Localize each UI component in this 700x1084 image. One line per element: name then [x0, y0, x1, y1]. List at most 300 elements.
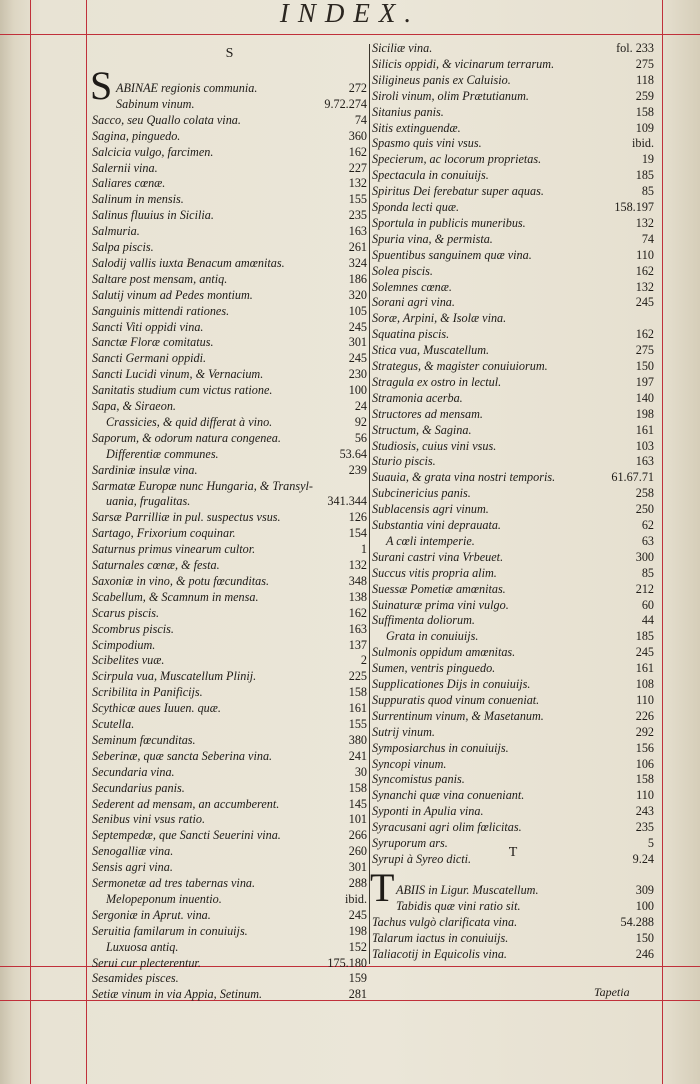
entry-page: 320 [348, 287, 367, 302]
entry-text: Sarsæ Parrilliæ in pul. suspectus vsus. [92, 510, 281, 525]
entry-page: 150 [635, 930, 654, 945]
entry-page [363, 478, 367, 495]
entry-page: 109 [635, 120, 654, 135]
index-entry [92, 923, 367, 940]
index-entry [92, 796, 367, 813]
entry-page: 92 [354, 414, 367, 429]
entry-text: Sacco, seu Quallo colata vina. [92, 112, 241, 127]
index-entry [372, 358, 654, 375]
index-entry [92, 96, 367, 113]
entry-text: Salernii vina. [92, 160, 158, 175]
index-entry [92, 637, 367, 654]
entry-page: 2 [360, 653, 367, 668]
entry-text: Sportula in publicis muneribus. [372, 215, 526, 230]
entry-page: 155 [348, 717, 367, 731]
entry-page: 246 [635, 946, 654, 961]
entry-page: 132 [635, 279, 654, 294]
entry-text: Silicis oppidi, & vicinarum terrarum. [372, 56, 555, 71]
index-entry [92, 191, 367, 208]
entry-page: 245 [635, 645, 654, 660]
entry-text: Seruitia familarum in conuiuijs. [92, 923, 248, 938]
entry-text: Sancti Viti oppidi vina. [92, 319, 204, 334]
entry-page: 163 [348, 224, 367, 239]
entry-text: Siligineus panis ex Caluisio. [372, 72, 511, 87]
index-entry [92, 414, 367, 431]
entry-text: Sartago, Frixorium coquinar. [92, 526, 236, 541]
index-entry [92, 780, 367, 797]
entry-page: 258 [635, 486, 654, 501]
index-entry [372, 151, 654, 168]
entry-text: Scirpula vua, Muscatellum Plinij. [92, 669, 257, 684]
index-entry [92, 287, 367, 304]
entry-page: 324 [348, 255, 367, 270]
index-entry [372, 644, 654, 661]
entry-page: 44 [641, 613, 654, 628]
entry-page: 259 [635, 88, 654, 103]
entry-text: Studiosis, cuius vini vsus. [372, 438, 497, 453]
entry-text: Saturnales cœnæ, & festa. [92, 558, 220, 572]
entry-page: 137 [348, 637, 367, 652]
entry-text: Saturnus primus vinearum cultor. [92, 542, 256, 557]
entry-text: Syponti in Apulia vina. [372, 804, 484, 819]
entry-page: 197 [635, 374, 654, 389]
entry-page: 105 [348, 303, 367, 318]
entry-text: Suessæ Pometiæ amœnitas. [372, 581, 506, 596]
index-entry [92, 303, 367, 320]
entry-text: uania, frugalitas. [106, 494, 191, 509]
entry-text: Strategus, & magister conuiuiorum. [372, 359, 548, 373]
index-entry [372, 724, 654, 741]
index-entry [372, 56, 654, 73]
index-entry [372, 104, 654, 121]
entry-text: Solemnes cœnæ. [372, 279, 452, 294]
entry-text: Siroli vinum, olim Prætutianum. [372, 88, 529, 103]
index-entry [372, 406, 654, 423]
entry-page: 110 [636, 247, 654, 262]
entry-page: 1 [360, 542, 367, 557]
index-entry [372, 930, 654, 947]
index-entry [92, 144, 367, 161]
entry-text: Scythicæ aues Iuuen. quæ. [92, 701, 221, 716]
entry-page: 245 [348, 319, 367, 334]
index-entry [92, 525, 367, 542]
entry-page: 281 [348, 987, 367, 1002]
index-entry [372, 263, 654, 280]
index-entry [372, 771, 654, 788]
entry-text: Spasmo quis vini vsus. [372, 136, 482, 151]
entry-text: Supplicationes Dijs in conuiuijs. [372, 677, 531, 691]
entry-text: Syncopi vinum. [372, 756, 447, 771]
entry-page: 158 [348, 780, 367, 795]
index-entry [92, 255, 367, 272]
entry-text: Salcicia vulgo, farcimen. [92, 144, 214, 159]
entry-page: 56 [354, 430, 367, 445]
entry-page: 185 [635, 168, 654, 183]
entry-page: 63 [641, 533, 654, 548]
entry-text: Specierum, ac locorum proprietas. [372, 152, 542, 167]
entry-page: 61.67.71 [611, 470, 654, 485]
margin-rule-left [30, 0, 31, 1084]
index-entry [372, 120, 654, 137]
entry-text: Serui cur plecterentur. [92, 955, 201, 970]
entry-text: Sublacensis agri vinum. [372, 502, 489, 517]
entry-page: 9.24 [632, 851, 654, 866]
entry-page: 275 [635, 343, 654, 358]
entry-page: 158 [348, 685, 367, 700]
entry-page: 108 [635, 677, 654, 691]
entry-text: Scimpodium. [92, 637, 156, 652]
index-entry [372, 390, 654, 407]
entry-text: Spectacula in conuiuijs. [372, 168, 489, 183]
entry-text: Suauia, & grata vina nostri temporis. [372, 470, 556, 485]
entry-page: 227 [348, 160, 367, 175]
entry-text: Siciliæ vina. [372, 41, 433, 55]
entry-text: Stragula ex ostro in lectul. [372, 374, 502, 389]
entry-text: Taliacotij in Equicolis vina. [372, 946, 507, 961]
entry-text: Saltare post mensam, antiq. [92, 271, 228, 286]
index-entry [92, 716, 367, 733]
entry-text: Sensis agri vina. [92, 860, 173, 875]
entry-text: Talarum iactus in conuiuijs. [372, 930, 509, 945]
entry-text: Syrupi à Syreo dicti. [372, 851, 472, 866]
entry-page: 155 [348, 192, 367, 207]
entry-text: Scabellum, & Scamnum in mensa. [92, 589, 259, 604]
index-entry [372, 756, 654, 773]
entry-page: 163 [635, 454, 654, 469]
section-letter: S [225, 46, 234, 61]
entry-text: Saporum, & odorum natura congenea. [92, 430, 281, 445]
entry-text: Spuria vina, & permista. [372, 231, 493, 246]
margin-rule-top [0, 34, 700, 35]
entry-text: Scutella. [92, 717, 135, 731]
entry-page: 162 [348, 144, 367, 159]
entry-page: 145 [348, 796, 367, 811]
entry-page: 156 [635, 740, 654, 755]
entry-page: 9.72.274 [324, 96, 367, 111]
entry-text: Salpa piscis. [92, 240, 154, 254]
entry-text: Salinus fluuius in Sicilia. [92, 208, 214, 223]
entry-text: Stica vua, Muscatellum. [372, 343, 490, 358]
entry-text: Sumen, ventris pinguedo. [372, 661, 496, 676]
entry-page: 101 [348, 812, 367, 827]
index-entry [372, 183, 654, 200]
index-entry [92, 462, 367, 479]
index-entry [372, 708, 654, 725]
index-entry [372, 438, 654, 455]
entry-page: 24 [354, 399, 367, 413]
index-entry [372, 597, 654, 614]
entry-page: 100 [635, 898, 654, 913]
entry-text: Sanguinis mittendi rationes. [92, 303, 230, 318]
entry-page: 103 [635, 438, 654, 453]
index-entry [372, 914, 654, 931]
entry-text: Saliares cœnæ. [92, 176, 166, 191]
entry-page: 241 [348, 748, 367, 763]
index-entry [92, 668, 367, 685]
entry-text: Suinaturæ prima vini vulgo. [372, 597, 509, 612]
entry-page: 85 [641, 184, 654, 199]
entry-page: 266 [348, 828, 367, 843]
entry-text: Septempedæ, que Sancti Seuerini vina. [92, 828, 281, 843]
entry-page: 288 [348, 876, 367, 890]
entry-page: 30 [354, 764, 367, 779]
entry-page: 198 [348, 923, 367, 938]
entry-page: 230 [348, 367, 367, 382]
index-entry [92, 891, 367, 908]
index-entry [92, 589, 367, 606]
entry-text: Syracusani agri olim fœlicitas. [372, 820, 522, 835]
index-entry [372, 135, 654, 152]
index-entry [372, 72, 654, 89]
entry-text: Sagina, pinguedo. [92, 128, 181, 143]
index-entry [372, 453, 654, 470]
entry-text: Scribilita in Panificijs. [92, 685, 203, 700]
index-entry [92, 398, 367, 415]
entry-page: 53.64 [339, 446, 367, 461]
entry-text: Sanitatis studium cum victus ratione. [92, 383, 273, 398]
index-entry [372, 660, 654, 677]
entry-page: 250 [635, 502, 654, 517]
entry-page: 380 [348, 732, 367, 747]
index-entry [372, 374, 654, 391]
index-entry [372, 612, 654, 629]
entry-text: Sancti Germani oppidi. [92, 351, 207, 366]
entry-text: Secundarius panis. [92, 780, 185, 795]
entry-page: 292 [635, 724, 654, 739]
entry-page: 138 [348, 589, 367, 604]
entry-page: 62 [641, 518, 654, 532]
index-entry [372, 88, 654, 105]
index-entry [92, 239, 367, 256]
entry-page: 300 [635, 549, 654, 564]
entry-page: 126 [348, 510, 367, 525]
entry-text: Scombrus piscis. [92, 621, 174, 636]
index-entry [372, 215, 654, 232]
entry-page: 161 [635, 661, 654, 676]
entry-page: 235 [635, 820, 654, 835]
entry-page: 110 [636, 788, 654, 803]
index-entry [92, 112, 367, 129]
entry-page: 243 [635, 804, 654, 819]
entry-text: Salmuria. [92, 224, 140, 239]
index-entry [92, 271, 367, 288]
index-entry [372, 231, 654, 248]
index-entry [372, 326, 654, 343]
index-entry [372, 485, 654, 502]
entry-page: 239 [348, 462, 367, 477]
entry-page: 348 [348, 573, 367, 588]
entry-page: 74 [641, 231, 654, 246]
index-entry [92, 986, 367, 1003]
entry-page: 309 [635, 883, 654, 897]
index-entry [372, 533, 654, 550]
entry-page: 162 [635, 327, 654, 342]
entry-text: Salutij vinum ad Pedes montium. [92, 287, 253, 302]
entry-text: ABIIS in Ligur. Muscatellum. [396, 883, 539, 897]
entry-text: Sponda lecti quæ. [372, 200, 459, 214]
index-entry [92, 875, 367, 892]
entry-text: Subcinericius panis. [372, 486, 471, 501]
entry-text: Substantia vini deprauata. [372, 518, 501, 532]
entry-page: 212 [635, 581, 654, 596]
index-entry [92, 366, 367, 383]
entry-page [650, 310, 654, 327]
entry-text: Setiæ vinum in via Appia, Setinum. [92, 987, 263, 1002]
entry-text: Solea piscis. [372, 263, 433, 278]
entry-page: 85 [641, 565, 654, 580]
entry-page: 235 [348, 208, 367, 223]
entry-text: Sederent ad mensam, an accumberent. [92, 796, 280, 811]
entry-text: Seberinæ, quæ sancta Seberina vina. [92, 748, 273, 763]
index-entry [92, 382, 367, 399]
page-header: INDEX. [279, 0, 421, 28]
entry-page: 245 [635, 295, 654, 310]
index-entry [372, 740, 654, 757]
index-entry [372, 565, 654, 582]
index-entry [372, 167, 654, 184]
entry-text: Sancti Lucidi vinum, & Vernacium. [92, 367, 264, 382]
entry-text: Surrentinum vinum, & Masetanum. [372, 708, 544, 723]
entry-text: Tachus vulgò clarificata vina. [372, 914, 518, 929]
entry-text: Senogalliæ vina. [92, 844, 174, 859]
entry-text: Squatina piscis. [372, 327, 450, 342]
index-entry [92, 350, 367, 367]
entry-page: 272 [348, 81, 367, 95]
entry-text: Stramonia acerba. [372, 390, 463, 405]
catchword: Tapetia [594, 985, 630, 999]
index-entry [92, 319, 367, 336]
index-entry [372, 787, 654, 804]
entry-page: 225 [348, 669, 367, 684]
entry-page: 341.344 [327, 494, 367, 509]
index-entry [372, 294, 654, 311]
entry-page: 74 [354, 112, 367, 127]
entry-page: 226 [635, 708, 654, 723]
entry-page: 198 [635, 406, 654, 421]
index-entry [372, 40, 654, 57]
entry-page: 132 [348, 558, 367, 572]
index-entry [372, 803, 654, 820]
entry-text: Senibus vini vsus ratio. [92, 812, 206, 827]
entry-text: Sutrij vinum. [372, 724, 435, 739]
entry-text: Sarmatæ Europæ nunc Hungaria, & Transyl- [92, 478, 313, 493]
margin-rule-right [662, 0, 663, 1084]
index-entry [372, 310, 654, 327]
entry-text: Sulmonis oppidum amœnitas. [372, 645, 516, 660]
index-entry [92, 446, 367, 463]
entry-page: 162 [635, 263, 654, 278]
entry-text: A cœli intemperie. [386, 533, 475, 548]
index-entry [372, 469, 654, 486]
index-entry [92, 541, 367, 558]
entry-text: Scibelites vuæ. [92, 653, 165, 668]
entry-text: Differentiæ communes. [106, 446, 219, 461]
entry-page: 150 [635, 359, 654, 373]
entry-page: 118 [636, 72, 654, 87]
entry-text: Sorani agri vina. [372, 295, 455, 310]
index-entry [92, 732, 367, 749]
index-entry [372, 279, 654, 296]
entry-text: Sabinum vinum. [116, 96, 195, 111]
index-entry [372, 422, 654, 439]
section-letter: T [508, 845, 518, 860]
entry-page: 100 [348, 383, 367, 398]
index-entry [372, 199, 654, 216]
entry-page: 261 [348, 240, 367, 254]
index-entry [92, 939, 367, 956]
entry-text: Succus vitis propria alim. [372, 565, 497, 580]
entry-text: Suppuratis quod vinum conueniat. [372, 692, 540, 707]
entry-page: 301 [348, 335, 367, 350]
entry-page: fol. 233 [616, 41, 654, 55]
entry-text: Sesamides pisces. [92, 971, 179, 986]
index-entry [92, 907, 367, 924]
entry-page: 185 [635, 629, 654, 644]
index-entry [92, 493, 367, 510]
entry-text: Salinum in mensis. [92, 192, 184, 207]
index-entry [92, 223, 367, 240]
entry-text: Surani castri vina Vrbeuet. [372, 549, 504, 564]
entry-text: Structores ad mensam. [372, 406, 483, 421]
index-entry [372, 946, 654, 963]
index-entry [372, 517, 654, 534]
entry-page: 245 [348, 907, 367, 922]
entry-text: Seminum fœcunditas. [92, 732, 196, 747]
index-entry [92, 175, 367, 192]
index-entry [92, 430, 367, 447]
index-entry [372, 549, 654, 566]
index-entry [92, 970, 367, 987]
index-entry [92, 700, 367, 717]
index-entry [92, 748, 367, 765]
entry-page: 275 [635, 56, 654, 71]
entry-text: Sardiniæ insulæ vina. [92, 462, 198, 477]
entry-text: Sitis extinguendæ. [372, 120, 461, 135]
entry-text: ABINAE regionis communia. [116, 81, 258, 95]
entry-page: 106 [635, 756, 654, 771]
entry-page: 132 [635, 215, 654, 230]
entry-page: 159 [348, 971, 367, 986]
entry-page: 360 [348, 128, 367, 143]
entry-text: Soræ, Arpini, & Isolæ vina. [372, 311, 507, 326]
index-entry [372, 342, 654, 359]
entry-page: 154 [348, 526, 367, 541]
index-entry [92, 764, 367, 781]
index-entry [372, 676, 654, 693]
entry-page: ibid. [344, 891, 367, 906]
entry-text: Sanctæ Floræ comitatus. [92, 335, 214, 350]
margin-rule-inner [86, 0, 87, 1084]
index-entry [92, 573, 367, 590]
index-entry [92, 684, 367, 701]
entry-text: Spuentibus sanguinem quæ vina. [372, 247, 532, 262]
index-entry [372, 247, 654, 264]
index-entry [92, 509, 367, 526]
entry-text: Sturio piscis. [372, 454, 436, 469]
entry-text: Crassicies, & quid differat à vino. [106, 414, 273, 429]
entry-page: 140 [635, 390, 654, 405]
index-entry [92, 207, 367, 224]
entry-page: 158.197 [614, 200, 654, 214]
index-entry [372, 692, 654, 709]
entry-page: 163 [348, 621, 367, 636]
drop-initial: T [370, 865, 395, 910]
entry-text: Suffimenta doliorum. [372, 613, 475, 628]
entry-text: Sitanius panis. [372, 104, 444, 119]
entry-page: 152 [348, 939, 367, 954]
entry-page: 161 [348, 701, 367, 716]
index-entry [372, 581, 654, 598]
